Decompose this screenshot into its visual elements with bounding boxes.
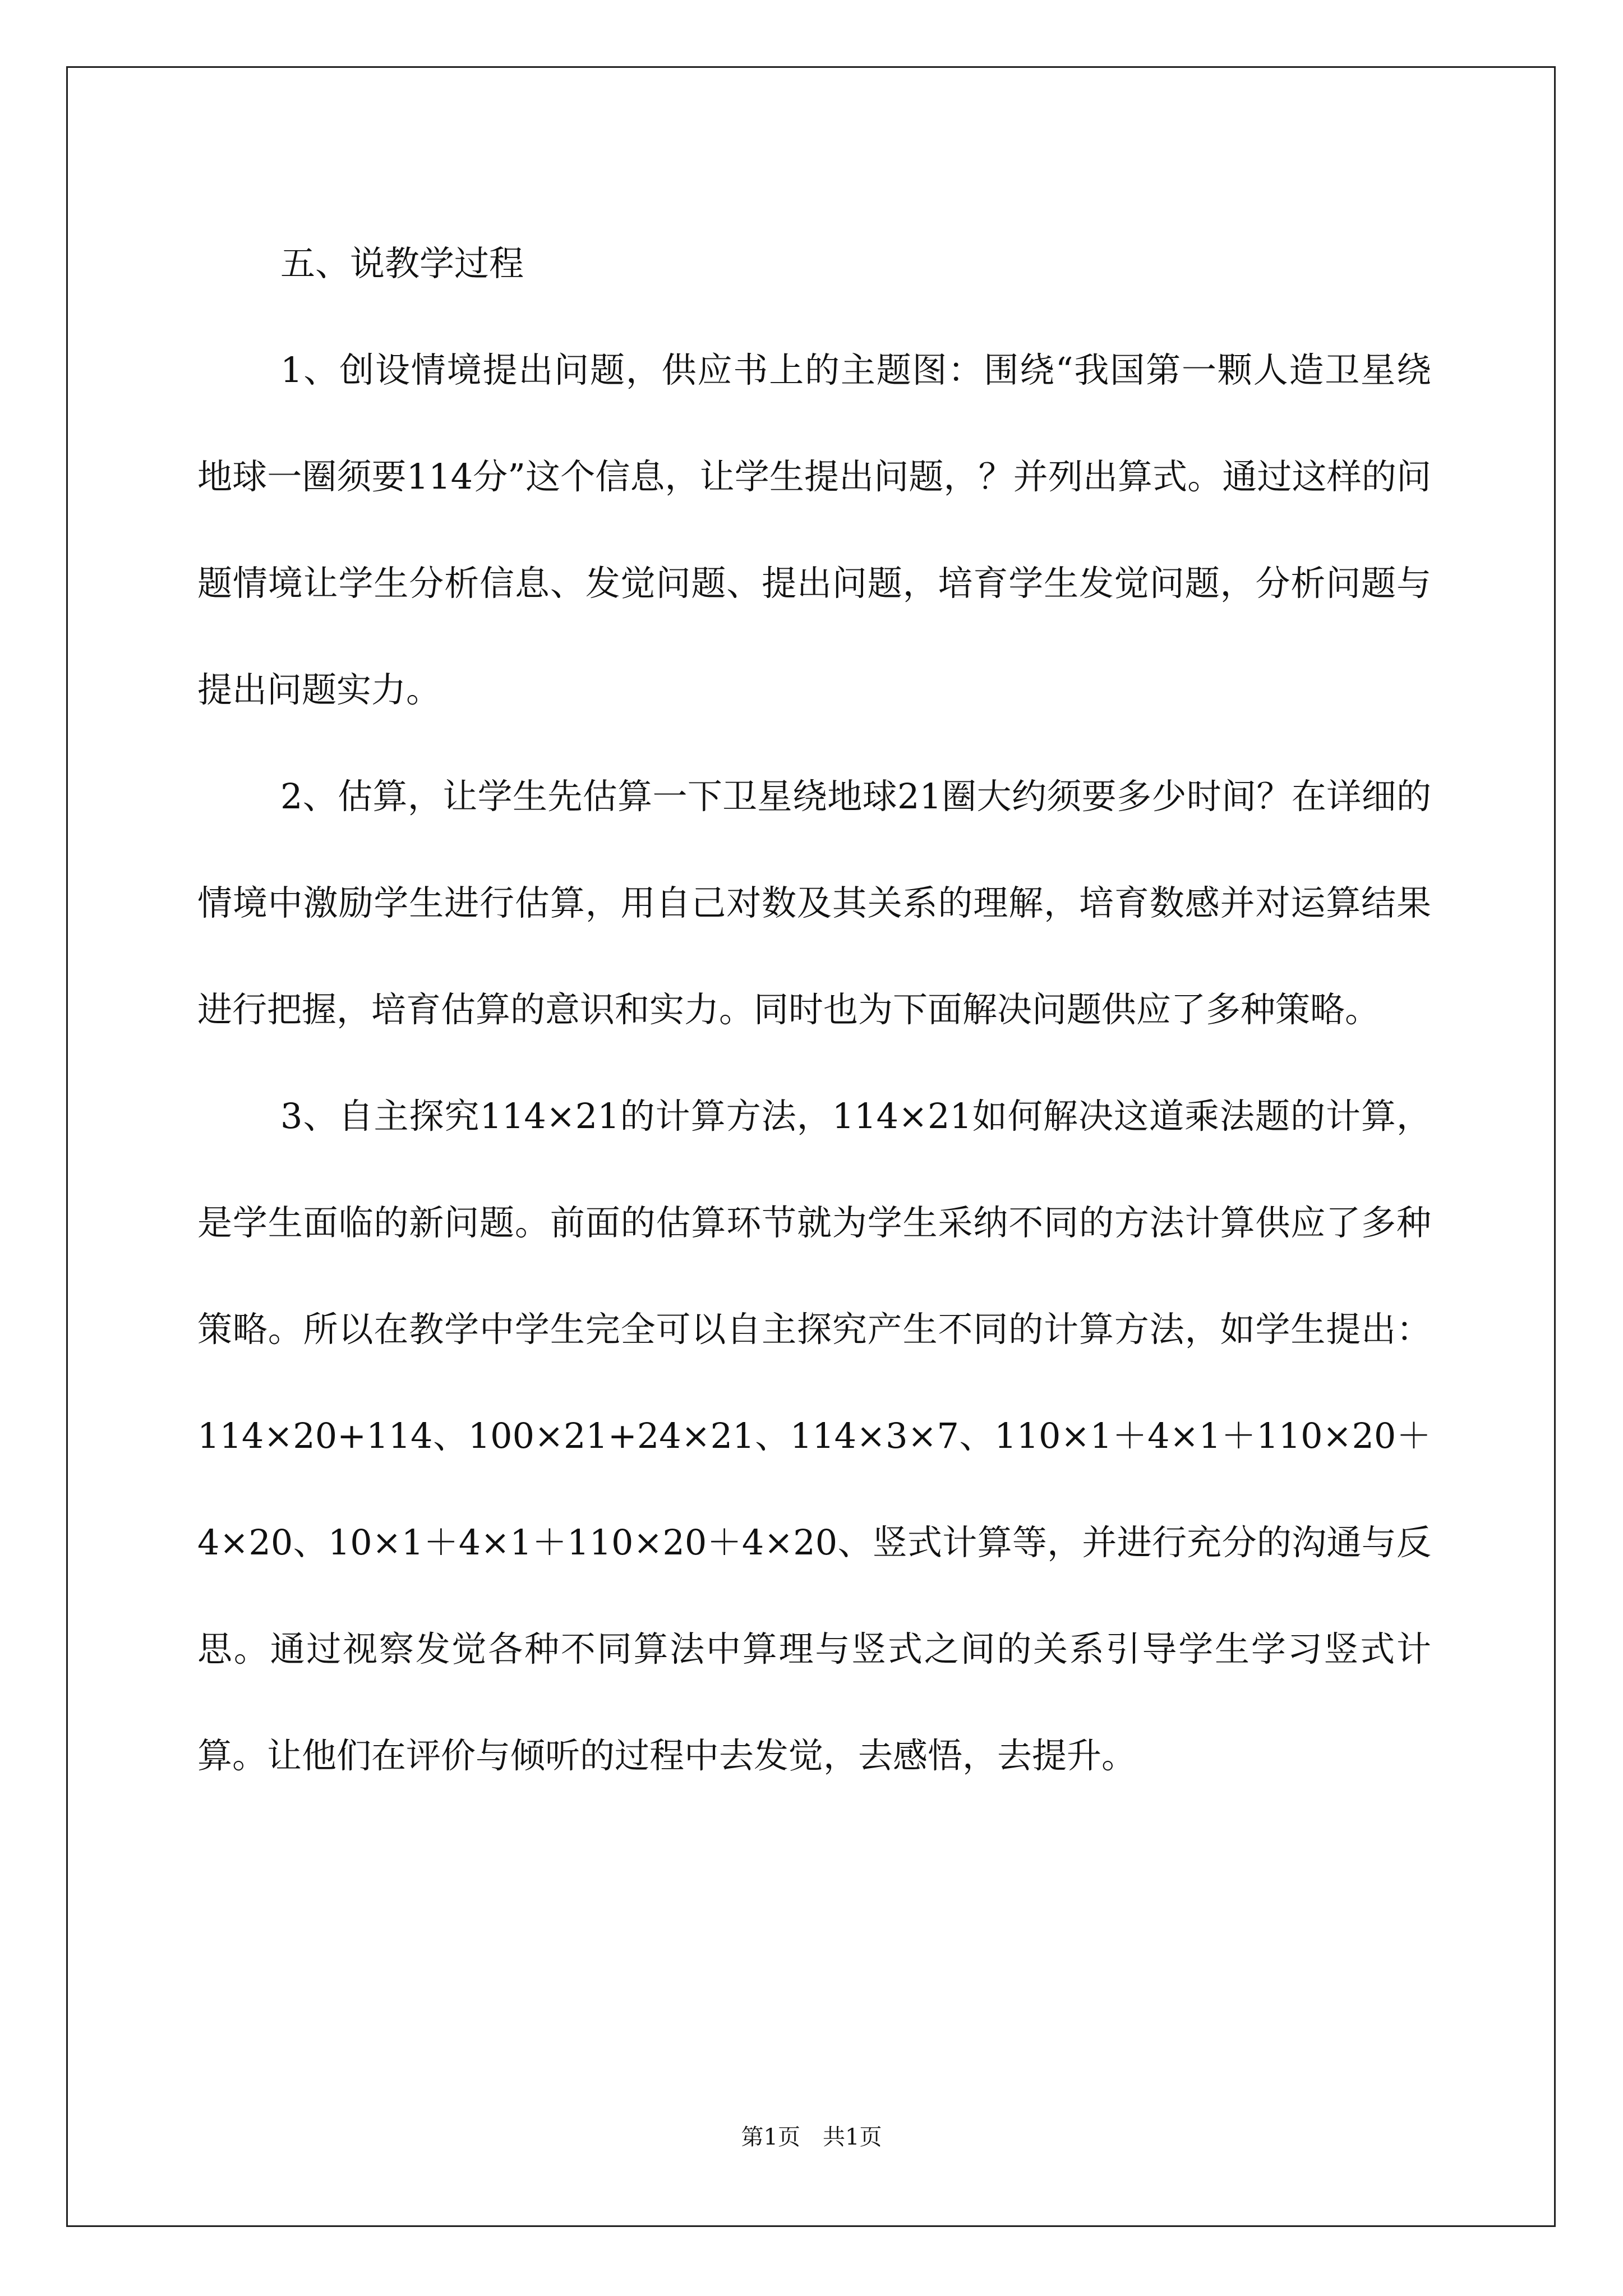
page-footer (0, 2120, 1623, 2154)
document-body (197, 210, 1431, 1809)
paragraph-2: 2、估算，让学生先估算一下卫星绕地球21圈大约须要多少时间？在详细的情境中激励学生进行估算，用自己对数及其关系的理解，培育数感并对运算结果进行把握，培育估算的意识和实力。同时也为下面解决问题供应了多种策略。 (197, 776, 1431, 1030)
page-total: 共1页 (823, 2124, 882, 2150)
page-number: 第1页 (741, 2124, 800, 2150)
section-heading: 五、说教学过程 (280, 243, 524, 284)
paragraph-1: 1、创设情境提出问题，供应书上的主题图：围绕“我国第一颗人造卫星绕地球一圈须要114分”这个信息，让学生提出问题，？并列出算式。通过这样的问题情境让学生分析信息、发觉问题、提出问题，培育学生发觉问题，分析问题与提出问题实力。 (197, 349, 1431, 710)
paragraph-3: 3、自主探究114×21的计算方法，114×21如何解决这道乘法题的计算，是学生面临的新问题。前面的估算环节就为学生采纳不同的方法计算供应了多种策略。所以在教学中学生完全可以自主探究产生不同的计算方法，如学生提出：114×20+114、100×21+24×21、114×3×7、110×1＋4×1＋110×20＋4×20、10×1＋4×1＋110×20＋4×20、竖式计算等，并进行充分的沟通与反思。通过视察发觉各种不同算法中算理与竖式之间的关系引导学生学习竖式计算。让他们在评价与倾听的过程中去发觉，去感悟，去提升。 (197, 1096, 1431, 1776)
